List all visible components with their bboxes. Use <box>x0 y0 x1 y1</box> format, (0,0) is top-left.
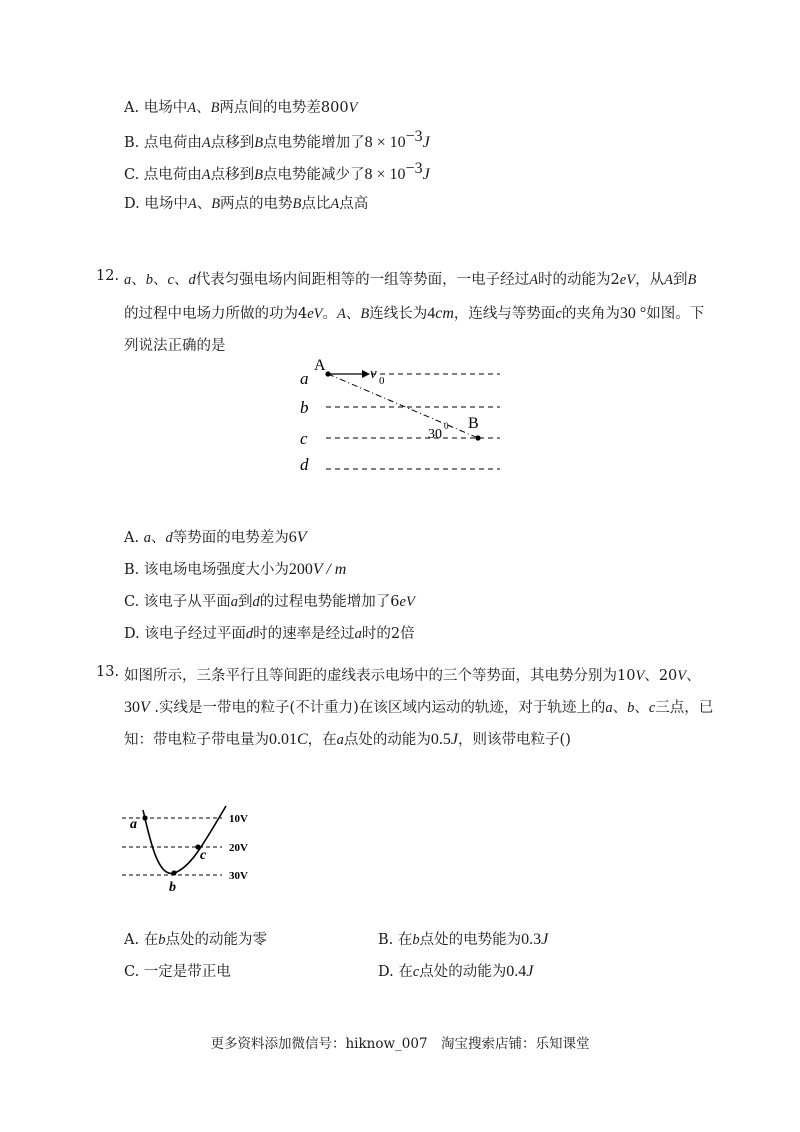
point-a-dot <box>142 815 147 820</box>
page-footer: 更多资料添加微信号：hiknow_007 淘宝搜索店铺：乐知课堂 <box>210 1036 590 1052</box>
point-a-dot <box>325 371 330 376</box>
ab-connecting-line <box>328 374 478 438</box>
label-point-a: A <box>314 357 326 374</box>
q12-figure <box>290 352 510 482</box>
q11-option-a: A. 电场中A、B两点间的电势差800V <box>124 100 358 116</box>
q12-stem-line3: 列说法正确的是 <box>124 338 226 354</box>
label-20v: 20V <box>229 842 248 854</box>
label-b: b <box>169 880 176 895</box>
q13-stem-line2: 30V .实线是一带电的粒子(不计重力)在该区域内运动的轨迹，对于轨迹上的a、b、c三点，已 <box>124 699 714 716</box>
velocity-arrowhead <box>362 370 370 378</box>
q13-figure <box>118 800 278 900</box>
particle-trajectory <box>143 806 226 873</box>
angle-label: 30 <box>428 427 442 442</box>
q13-option-b: B. 在b点处的电势能为0.3J <box>378 931 549 948</box>
q12-option-a: A. a、d等势面的电势差为6V <box>124 529 307 546</box>
q12-stem-line1: a、b、c、d代表匀强电场内间距相等的一组等势面，一电子经过A时的动能为2eV，从A到B <box>124 272 697 288</box>
q13-stem-line1: 如图所示，三条平行且等间距的虚线表示电场中的三个等势面，其电势分别为10V、20V、 <box>124 668 701 684</box>
q13-number: 13. <box>96 664 120 680</box>
label-a: a <box>130 817 137 832</box>
q12-number: 12. <box>96 268 120 284</box>
label-30v: 30V <box>229 870 248 882</box>
q13-stem-line3: 知：带电粒子带电量为0.01C，在a点处的动能为0.5J，则该带电粒子() <box>124 731 571 748</box>
label-v0-sub: 0 <box>379 375 385 387</box>
q12-stem-line2: 的过程中电场力所做的功为4eV。A、B连线长为4cm，连线与等势面c的夹角为30 °如图。下 <box>124 305 705 322</box>
q11-option-d: D. 电场中A、B两点的电势B点比A点高 <box>124 196 369 212</box>
label-10v: 10V <box>229 813 248 825</box>
q12-option-d: D. 该电子经过平面d时的速率是经过a时的2倍 <box>124 626 415 642</box>
angle-degree-label: 0 <box>444 421 449 431</box>
plane-label-c: c <box>300 429 308 448</box>
q12-option-c: C. 该电子从平面a到d的过程电势能增加了6eV <box>124 594 415 610</box>
plane-label-b: b <box>300 398 309 417</box>
q11-option-c: C. 点电荷由A点移到B点电势能减少了$8 \times 10^{-3}J$ <box>124 160 430 183</box>
point-b-dot <box>171 870 176 875</box>
q12-option-b: B. 该电场电场强度大小为200V / m <box>124 561 347 578</box>
label-point-b: B <box>468 415 479 432</box>
plane-label-d: d <box>300 455 309 474</box>
q13-option-d: D. 在c点处的动能为0.4J <box>378 963 534 980</box>
plane-label-a: a <box>300 369 309 388</box>
q13-option-a: A. 在b点处的动能为零 <box>124 932 267 948</box>
q13-option-c: C. 一定是带正电 <box>124 964 231 980</box>
point-b-dot <box>475 435 480 440</box>
label-v0: v <box>370 366 377 382</box>
q11-option-b: B. 点电荷由A点移到B点电势能增加了$8 \times 10^{-3}J$ <box>124 128 430 151</box>
label-c: c <box>200 848 207 863</box>
